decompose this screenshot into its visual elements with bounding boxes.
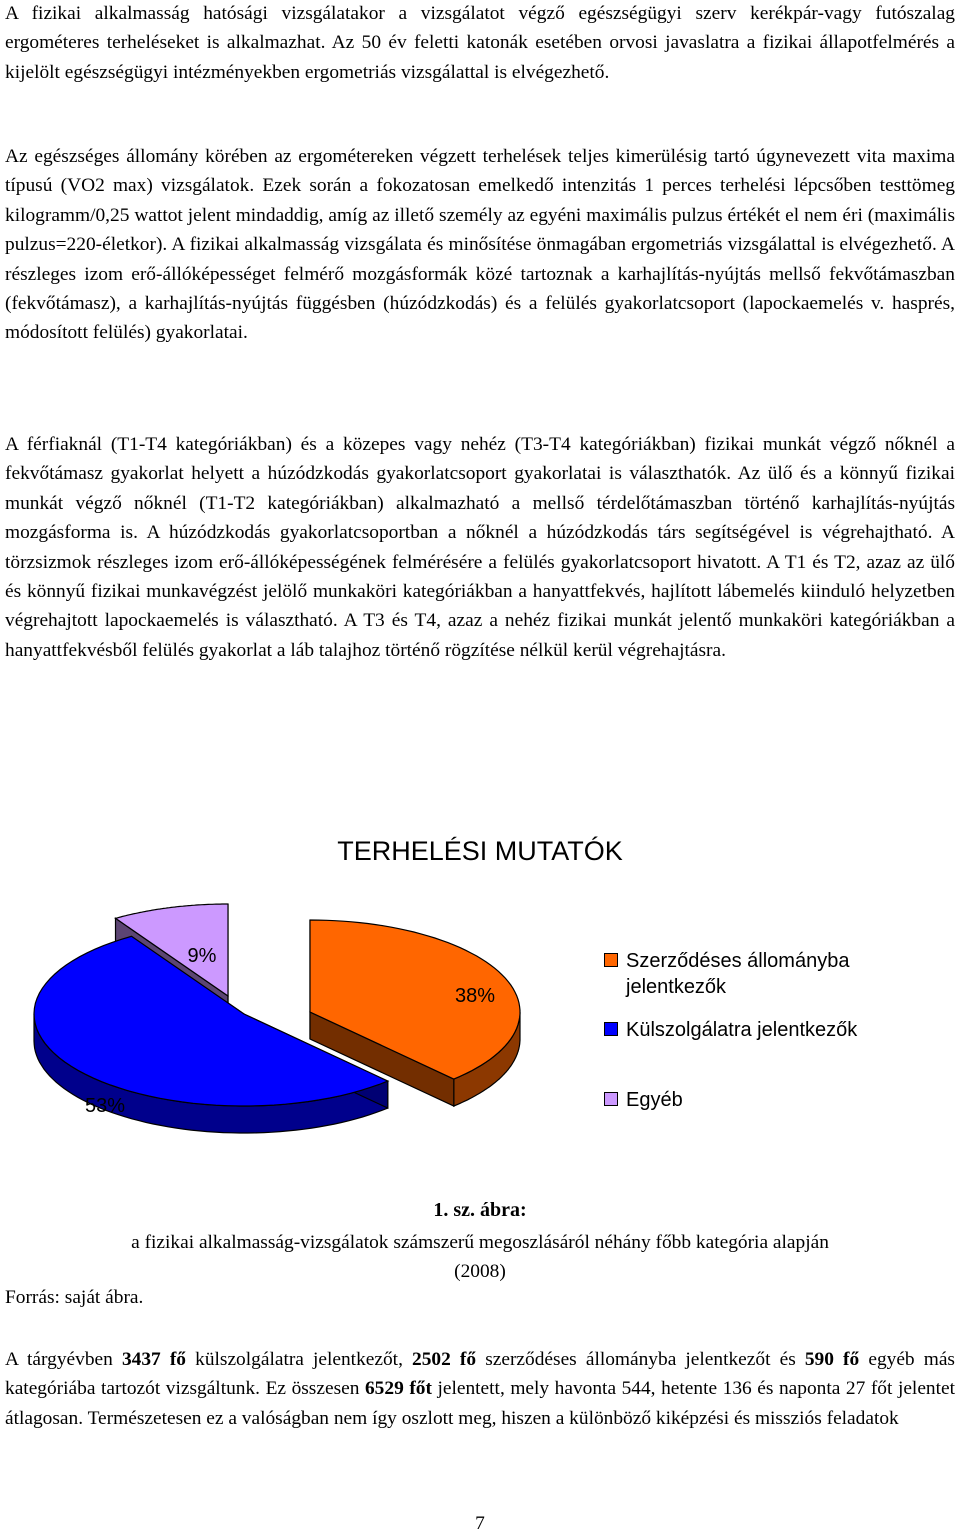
- legend-label-kulszolgalat: Külszolgálatra jelentkezők: [626, 1019, 858, 1041]
- figure-caption: [0, 1228, 960, 1287]
- figure-source: Forrás: saját ábra.: [5, 1287, 144, 1308]
- legend-item-szerzodeses: [604, 948, 924, 1000]
- summary-text-4: egyéb más kategóriába tartozót vizsgáltunk. Ez összesen: [5, 1349, 955, 1400]
- legend-label-egyeb: Egyéb: [626, 1089, 683, 1111]
- summary-value-egyeb: 590 fő: [804, 1349, 860, 1370]
- paragraph-2: Az egészséges állomány körében az ergométereken végzett terhelések teljes kimerülésig tartó úgynevezett vita maxima típusú (VO2 max) vizsgálatok. Ezek során a fokozatosan emelkedő intenzitás 1 perces terhelési lépcsőben testtömeg kilogramm/0,25 wattot jelent mindaddig, amíg az illető személy az egyéni maximális pulzus értékét el nem éri (maximális pulzus=220-életkor). A fizikai alkalmasság vizsgálata és minősítése önmagában ergometriás vizsgálattal is elvégezhető. A részleges izom erő-állóképességet felmérő mozgásformák közé tartoznak a karhajlítás-nyújtás mellső fekvőtámaszban (fekvőtámasz), a karhajlítás-nyújtás függésben (húzódzkodás) és a felülés gyakorlatcsoport (lapockaemelés v. hasprés, módosított felülés) gyakorlatai.: [5, 146, 955, 344]
- summary-value-szerzodeses: 2502 fő: [412, 1349, 477, 1370]
- summary-text-5: jelentett, mely havonta 544, hetente 136 és naponta 27 főt jelentet átlagosan. Természetesen ez a valóságban nem így oszlott meg, hiszen a különböző kiképzési és missziós feladatok: [5, 1378, 956, 1429]
- pie-label-szerzodeses: 38%: [454, 985, 496, 1007]
- summary-text-2: külszolgálatra jelentkezőt,: [186, 1349, 413, 1370]
- summary-text-1: A tárgyévben: [5, 1349, 122, 1370]
- figure-caption-year: (2008): [454, 1261, 506, 1283]
- pie-label-kulszolgalat: 53%: [84, 1095, 126, 1117]
- legend-item-kulszolgalat: [604, 1017, 924, 1043]
- paragraph-summary: [5, 1345, 955, 1433]
- summary-value-kulszolgalat: 3437 fő: [121, 1349, 187, 1370]
- legend-swatch-szerzodeses: [604, 953, 618, 967]
- legend-swatch-kulszolgalat: [604, 1022, 618, 1036]
- legend-swatch-egyeb: [604, 1092, 618, 1106]
- figure-number: 1. sz. ábra:: [433, 1199, 527, 1221]
- legend-label-szerzodeses-line2: jelentkezők: [626, 976, 727, 998]
- pie-label-egyeb: 9%: [187, 945, 217, 967]
- page-number: 7: [475, 1513, 485, 1534]
- legend-label-szerzodeses-line1: Szerződéses állományba: [626, 950, 850, 972]
- summary-value-total: 6529 főt: [364, 1378, 432, 1400]
- chart-title: TERHELÉSI MUTATÓK: [337, 836, 623, 866]
- summary-text-3: szerződéses állományba jelentkezőt és: [476, 1349, 805, 1370]
- paragraph-1: A fizikai alkalmasság hatósági vizsgálatakor a vizsgálatot végző egészségügyi szerv kerékpár-vagy futószalag ergométeres terheléseket is alkalmazhat. Az 50 év feletti katonák esetében orvosi javaslatra a fizikai állapotfelmérés a kijelölt egészségügyi intézményekben ergometriás vizsgálattal is elvégezhető.: [5, 3, 955, 83]
- paragraph-3: A férfiaknál (T1-T4 kategóriákban) és a közepes vagy nehéz (T3-T4 kategóriákban) fizikai munkát végző nőknél a fekvőtámasz gyakorlat helyett a húzódzkodás gyakorlatcsoport gyakorlatai is választhatók. Az ülő és a könnyű fizikai munkát végző nőknél (T1-T2 kategóriákban) alkalmazható a mellső térdelőtámaszban történő karhajlítás-nyújtás mozgásforma is. A húzódzkodás gyakorlatcsoportban a nőknél a húzódzkodás társ segítségével is végrehajtható. A törzsizmok részleges izom erő-állóképességének felmérésére a felülés gyakorlatcsoport hivatott. A T1 és T2, azaz az ülő és könnyű fizikai munkavégzést jelölő munkaköri kategóriákban a hanyattfekvés, hajlított lábemelés kiinduló helyzetben végrehajtott lapockaemelés is választható. A T3 és T4, azaz a nehéz fizikai munkát jelentő munkaköri kategóriákban a hanyattfekvésből felülés gyakorlat a láb talajhoz történő rögzítése nélkül kerül végrehajtásra.: [5, 434, 955, 661]
- figure-caption-text: a fizikai alkalmasság-vizsgálatok számszerű megoszlásáról néhány főbb kategória alapján: [131, 1232, 829, 1253]
- legend-item-egyeb: [604, 1087, 924, 1113]
